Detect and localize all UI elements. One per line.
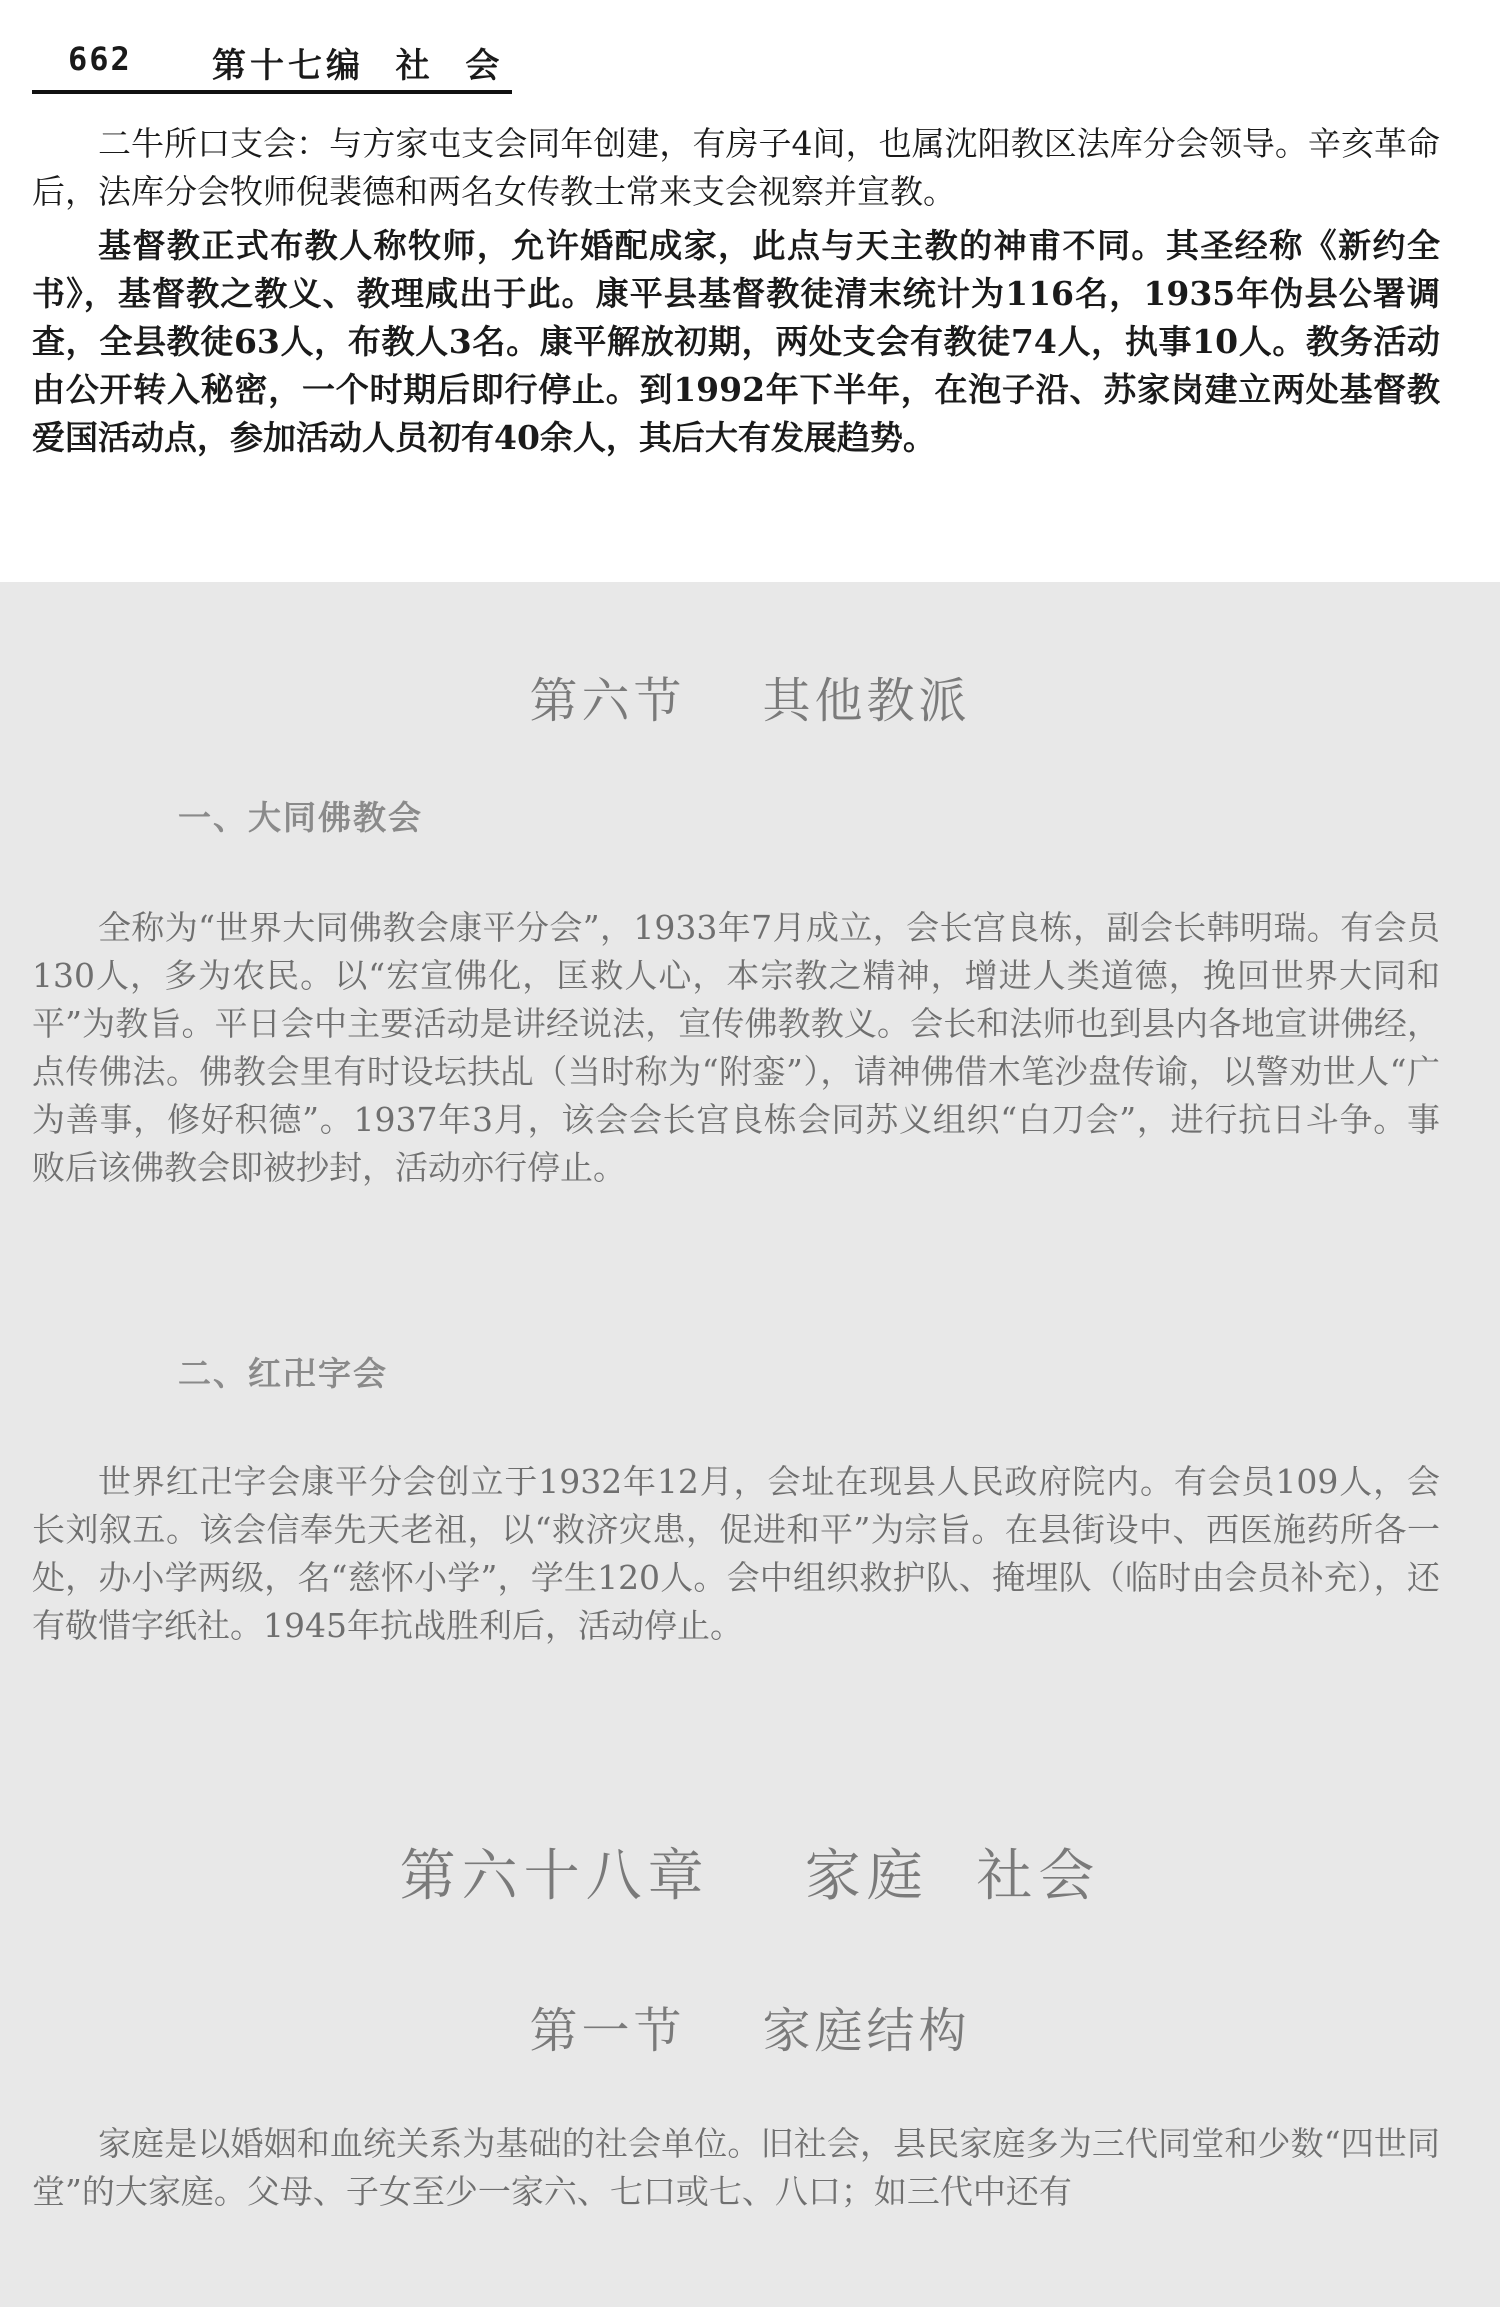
paragraph-protestantism: 基督教正式布教人称牧师，允许婚配成家，此点与天主教的神甫不同。其圣经称《新约全书》，基督教之教义、教理咸出于此。康平县基督教徒清末统计为116名，1935年伪县公署调查，全县教徒63人，布教人3名。康平解放初期，两处支会有教徒74人，执事10人。教务活动由公开转入秘密，一个时期后即行停止。到1992年下半年，在泡子沿、苏家岗建立两处基督教爱国活动点，参加活动人员初有40余人，其后大有发展趋势。 [32, 226, 1440, 457]
section-1-heading: 第一节 家庭结构 [529, 2003, 971, 2059]
paragraph-family-structure: 家庭是以婚姻和血统关系为基础的社会单位。旧社会，县民家庭多为三代同堂和少数“四世同堂”的大家庭。父母、子女至少一家六、七口或七、八口；如三代中还有 [32, 2124, 1440, 2211]
subsection-datong-heading: 一、大同佛教会 [178, 798, 423, 837]
page-number: 662 [68, 40, 132, 78]
paragraph-erniusuokou: 二牛所口支会：与方家屯支会同年创建，有房子4间，也属沈阳教区法库分会领导。辛亥革命后，法库分会牧师倪裴德和两名女传教士常来支会视察并宣教。 [32, 124, 1440, 211]
chapter-68-heading: 第六十八章 家庭 社会 [399, 1844, 1101, 1909]
section-6-heading: 第六节 其他教派 [529, 673, 971, 729]
paragraph-datong: 全称为“世界大同佛教会康平分会”，1933年7月成立，会长宫良栋，副会长韩明瑞。有会员130人，多为农民。以“宏宣佛化，匡救人心，本宗教之精神，增进人类道德，挽回世界大同和平”为教旨。平日会中主要活动是讲经说法，宣传佛教教义。会长和法师也到县内各地宣讲佛经，点传佛法。佛教会里有时设坛扶乩（当时称为“附銮”），请神佛借木笔沙盘传谕，以警劝世人“广为善事，修好积德”。1937年3月，该会会长宫良栋会同苏义组织“白刀会”，进行抗日斗争。事败后该佛教会即被抄封，活动亦行停止。 [32, 908, 1440, 1187]
paragraph-hongwanzi: 世界红卍字会康平分会创立于1932年12月，会址在现县人民政府院内。有会员109人，会长刘叙五。该会信奉先天老祖，以“救济灾患，促进和平”为宗旨。在县街设中、西医施药所各一处，办小学两级，名“慈怀小学”，学生120人。会中组织救护队、掩埋队（临时由会员补充），还有敬惜字纸社。1945年抗战胜利后，活动停止。 [32, 1462, 1440, 1645]
page-header [32, 34, 512, 94]
subsection-hongwanzi-heading: 二、红卍字会 [178, 1354, 388, 1393]
part-title: 第十七编 社 会 [212, 46, 504, 86]
top-text-block [32, 120, 1440, 468]
